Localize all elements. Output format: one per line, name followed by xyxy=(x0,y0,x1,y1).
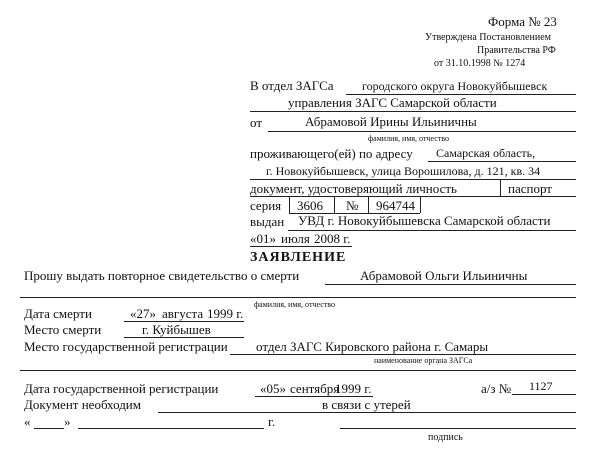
deceased-name: Абрамовой Ольги Ильиничны xyxy=(360,268,528,283)
record-rule xyxy=(512,394,576,395)
deceased-name-rule xyxy=(325,284,576,285)
needed-label: Документ необходим xyxy=(24,397,141,412)
issued-day: «01» xyxy=(250,231,276,246)
office-line2: управления ЗАГС Самарской области xyxy=(288,95,497,110)
death-place-label: Место смерти xyxy=(24,322,102,337)
series-value: 3606 xyxy=(297,198,323,213)
signature-caption: подпись xyxy=(428,432,463,443)
id-doc-box-left xyxy=(500,179,501,196)
office-line2-rule xyxy=(250,111,576,112)
series-box-left xyxy=(289,196,290,213)
sign-day-rule xyxy=(34,428,64,429)
death-month: августа xyxy=(162,306,204,321)
signature-rule xyxy=(340,428,576,429)
death-place-rule xyxy=(124,337,244,338)
approved-text: Утверждена Постановлением xyxy=(425,32,551,43)
statement-title: ЗАЯВЛЕНИЕ xyxy=(250,250,347,265)
issued-label: выдан xyxy=(250,214,285,229)
sign-date-open: « xyxy=(24,414,31,429)
deceased-caption: фамилия, имя, отчество xyxy=(254,300,335,309)
from-label: от xyxy=(250,115,263,130)
address-line1-rule xyxy=(428,161,576,162)
reg-month: сентября xyxy=(290,381,340,396)
sign-month-rule xyxy=(78,428,264,429)
death-year: 1999 г. xyxy=(207,306,244,321)
applicant-name-rule xyxy=(268,131,576,132)
request-label: Прошу выдать повторное свидетельство о смерти xyxy=(24,268,300,283)
request-full-rule xyxy=(20,297,576,298)
office-line1: городского округа Новокуйбышевск xyxy=(362,79,548,93)
number-box-right xyxy=(420,196,421,213)
death-day: «27» xyxy=(130,306,156,321)
issued-date-rule xyxy=(250,246,352,247)
reg-place-rule xyxy=(230,354,576,355)
reg-place-full-rule xyxy=(20,370,576,371)
needed-reason: в связи с утерей xyxy=(322,397,411,412)
sign-date-close: » xyxy=(64,414,71,429)
number-value: 964744 xyxy=(376,198,415,213)
address-line2-rule xyxy=(250,179,576,180)
series-label: серия xyxy=(250,198,282,213)
reg-date-label: Дата государственной регистрации xyxy=(24,381,219,396)
issued-year: 2008 г. xyxy=(314,231,351,246)
sign-year-suffix: г. xyxy=(268,414,276,429)
death-place: г. Куйбышев xyxy=(142,322,211,337)
reg-place-caption: наименование органа ЗАГСа xyxy=(374,356,473,365)
needed-rule xyxy=(158,412,576,413)
number-box-left xyxy=(368,196,369,213)
applicant-name-caption: фамилия, имя, отчество xyxy=(368,134,449,143)
id-doc-rule xyxy=(250,196,576,197)
address-line1: Самарская область, xyxy=(436,146,536,160)
id-doc-label: документ, удостоверяющий личность xyxy=(250,181,457,196)
applicant-name: Абрамовой Ирины Ильиничны xyxy=(305,114,477,129)
record-value: 1127 xyxy=(529,379,553,393)
decree-text: от 31.10.1998 № 1274 xyxy=(434,58,526,69)
address-line2: г. Новокуйбышевск, улица Ворошилова, д. 121, кв. 34 xyxy=(266,164,541,178)
government-text: Правительства РФ xyxy=(477,45,556,56)
death-date-label: Дата смерти xyxy=(24,306,92,321)
to-office-label: В отдел ЗАГСа xyxy=(250,78,334,93)
form-number: Форма № 23 xyxy=(488,14,557,29)
reg-year: 1999 г. xyxy=(335,381,372,396)
reg-day: «05» xyxy=(260,381,286,396)
record-label: а/з № xyxy=(481,381,512,396)
number-label: № xyxy=(346,198,359,213)
id-doc-value: паспорт xyxy=(508,181,552,196)
series-box-right xyxy=(334,196,335,213)
address-label: проживающего(ей) по адресу xyxy=(250,146,413,161)
issued-month: июля xyxy=(281,231,310,246)
issued-by: УВД г. Новокуйбышевска Самарской области xyxy=(298,213,551,228)
reg-place-label: Место государственной регистрации xyxy=(24,339,228,354)
reg-place: отдел ЗАГС Кировского района г. Самары xyxy=(256,339,489,354)
